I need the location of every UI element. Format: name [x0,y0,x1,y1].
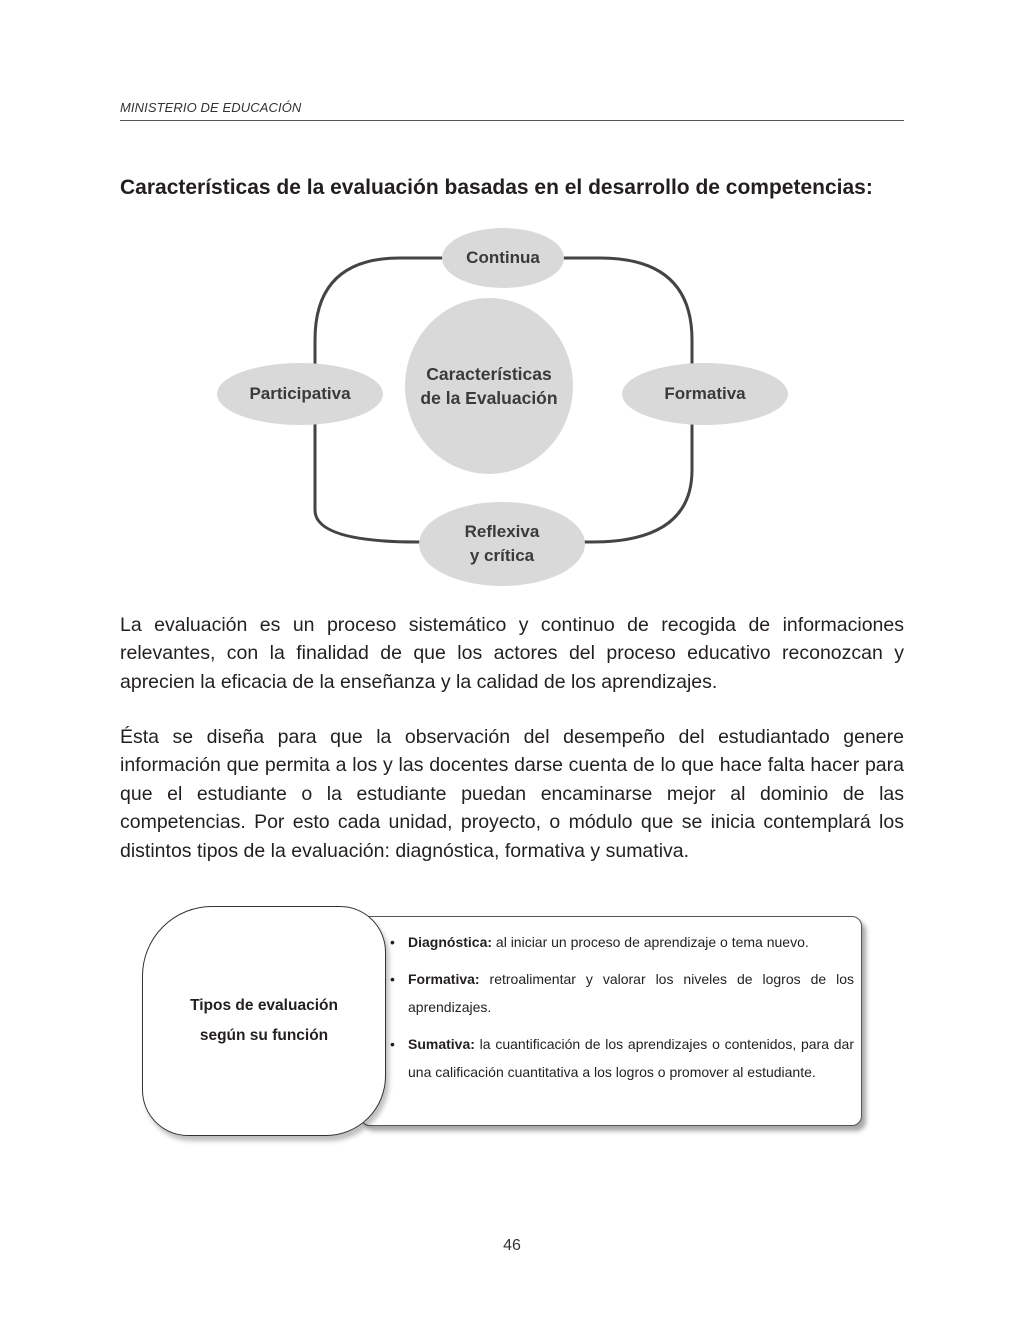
bullet-marker: • [390,934,395,950]
bullet-marker: • [390,970,395,987]
evaluation-characteristics-diagram [200,220,820,600]
types-label-panel [142,906,386,1136]
term-sumativa: Sumativa: [408,1035,475,1052]
node-center: Características de la Evaluación [405,298,573,474]
bullet-marker: • [390,1035,395,1052]
list-item-sumativa [388,1030,854,1087]
node-reflexiva: Reflexiva y crítica [419,502,585,586]
list-item-diagnostica [388,928,854,957]
section-title: Características de la evaluación basadas en el desarrollo de competencias: [120,176,873,199]
node-participativa: Participativa [217,363,383,425]
desc-sumativa: la cuantificación de los aprendizajes o contenidos, para dar una calificación cuantitativa a los logros o promover al estudiante. [408,1035,854,1080]
types-label: Tipos de evaluación según su función [190,997,338,1044]
desc-formativa: retroalimentar y valorar los niveles de logros de los aprendizajes. [408,970,854,1015]
node-continua: Continua [442,228,564,288]
list-item-formativa [388,965,854,1022]
desc-diagnostica: al iniciar un proceso de aprendizaje o tema nuevo. [492,934,809,950]
page-number: 46 [503,1237,521,1254]
paragraph-definition: La evaluación es un proceso sistemático y continuo de recogida de informaciones relevantes, con la finalidad de que los actores del proceso educativo reconozcan y aprecien la eficacia de la enseñanza y la calidad de los aprendizajes. [120,614,904,693]
term-formativa: Formativa: [408,970,480,987]
evaluation-types-box [140,904,870,1144]
term-diagnostica: Diagnóstica: [408,934,493,950]
running-header: MINISTERIO DE EDUCACIÓN [120,100,302,115]
paragraph-design: Ésta se diseña para que la observación del desempeño del estudiantado genere información que permita a los y las docentes darse cuenta de lo que hace falta hacer para que el estudiante o la estudiante puedan encaminarse mejor al dominio de las competencias. Por esto cada unidad, proyecto, o módulo que se inicia contemplará los distintos tipos de la evaluación: diagnóstica, formativa y sumativa. [120,726,904,862]
types-list [388,928,854,1095]
header-rule [120,120,904,121]
node-formativa: Formativa [622,363,788,425]
